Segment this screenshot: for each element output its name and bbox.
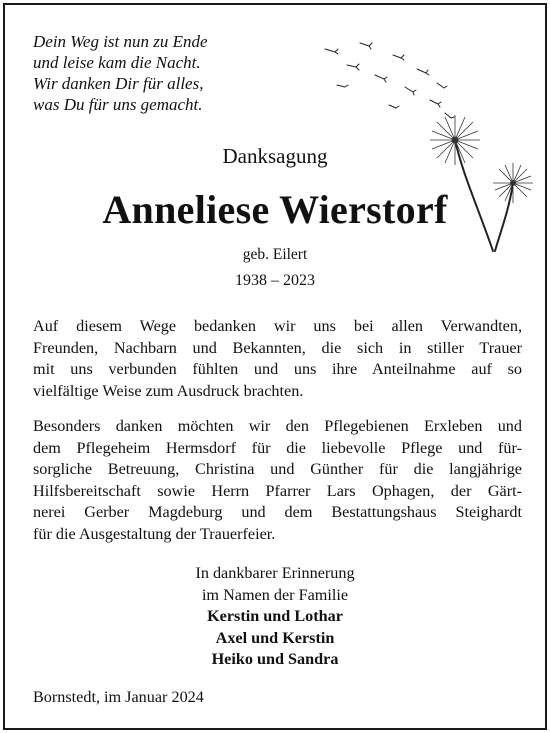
poem-line: Wir danken Dir für alles, — [33, 74, 204, 93]
family-member: Axel und Kerstin — [215, 628, 335, 647]
place-date: Bornstedt, im Januar 2024 — [33, 688, 204, 706]
closing-line: im Namen der Familie — [201, 585, 349, 604]
paragraph-line: Auf diesem Wege bedanken wir uns bei allen Verwandten, — [33, 317, 522, 335]
thanks-paragraph-2 — [33, 416, 522, 545]
paragraph-line: Freunden, Nachbarn und Bekannten, die sich in stiller Trauer — [33, 338, 522, 357]
closing-block — [5, 563, 545, 671]
poem — [33, 31, 208, 115]
paragraph-line: sorgliche Betreuung, Christina und Günther für die langjährige — [33, 460, 522, 478]
deceased-name: Anneliese Wierstorf — [102, 187, 448, 232]
paragraph-line: dem Pflegeheim Hermsdorf für die liebevolle Pflege und für- — [33, 438, 522, 457]
heading: Danksagung — [222, 144, 328, 168]
family-member: Heiko und Sandra — [211, 650, 339, 668]
poem-line: Dein Weg ist nun zu Ende — [33, 32, 208, 51]
paragraph-line: mit uns verbunden fühlten und uns ihre Anteilnahme auf so — [33, 360, 522, 378]
maiden-name: geb. Eilert — [242, 246, 308, 263]
paragraph-line: nerei Gerber Magdeburg und dem Bestattungshaus Steighardt — [33, 503, 522, 521]
poem-line: und leise kam die Nacht. — [33, 53, 201, 72]
poem-line: was Du für uns gemacht. — [33, 95, 203, 114]
family-member: Kerstin und Lothar — [207, 607, 343, 625]
paragraph-line: vielfältige Weise zum Ausdruck brachten. — [33, 381, 304, 400]
paragraph-line: für die Ausgestaltung der Trauerfeier. — [33, 524, 276, 543]
paragraph-line: Besonders danken möchten wir den Pflegebienen Erxleben und — [33, 417, 522, 435]
thanks-paragraph-1 — [33, 316, 522, 402]
obituary-card — [3, 3, 547, 730]
paragraph-line: Hilfsbereitschaft sowie Herrn Pfarrer Lars Ophagen, der Gärt- — [33, 481, 522, 500]
life-dates: 1938 – 2023 — [235, 272, 315, 289]
closing-line: In dankbarer Erinnerung — [195, 564, 355, 582]
